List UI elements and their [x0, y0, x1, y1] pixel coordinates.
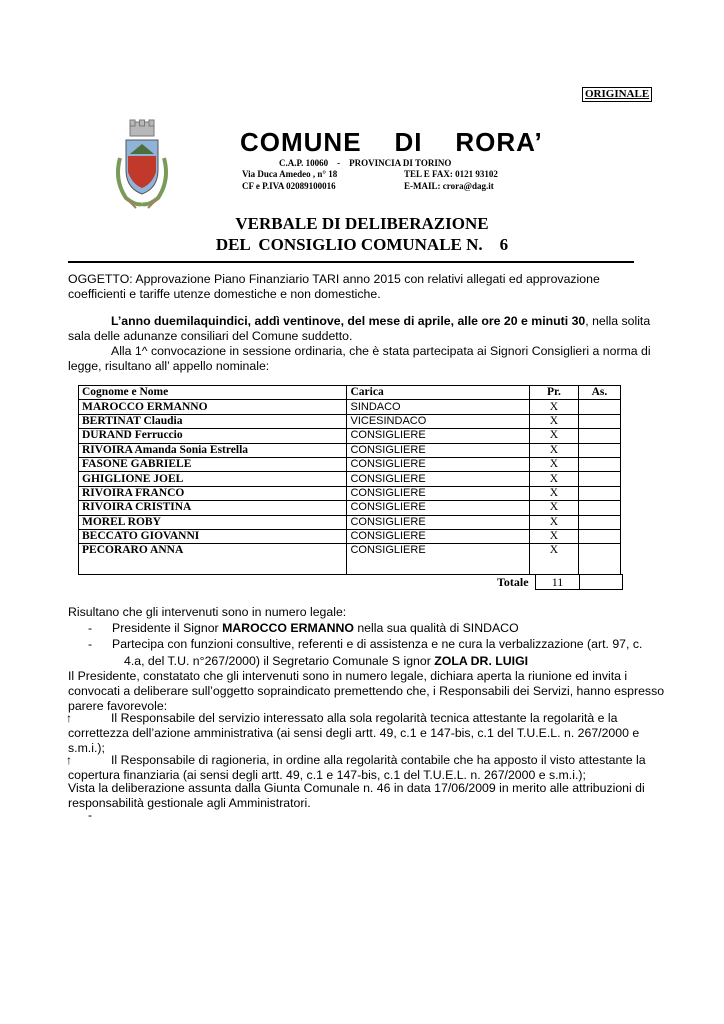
secretary-name: ZOLA DR. LUIGI	[434, 654, 529, 668]
present-mark: X	[530, 457, 579, 471]
member-role: CONSIGLIERE	[347, 429, 530, 443]
member-role: CONSIGLIERE	[347, 472, 530, 486]
document-heading-line1: VERBALE DI DELIBERAZIONE	[235, 214, 489, 233]
col-header-role: Carica	[347, 386, 530, 400]
document-heading-line2: DEL CONSIGLIO COMUNALE N. 6	[215, 235, 509, 254]
member-name: PECORARO ANNA	[79, 544, 347, 575]
member-role: CONSIGLIERE	[347, 515, 530, 529]
vista-paragraph: Vista la deliberazione assunta dalla Giunta Comunale n. 46 in data 17/06/2009 in merito alle attribuzioni di responsabilità gestionale agli Amministratori.	[68, 781, 645, 810]
member-name: FASONE GABRIELE	[79, 457, 347, 471]
address-block	[242, 168, 337, 192]
technical-opinion-paragraph: Il Responsabile del servizio interessato alla sola regolarità tecnica attestante la regolarità e la correttezza dell’azione amministrativa (ai sensi degli artt. 49, c.1 e 147-bis, c.1 del T.U.E.L. n. 267/2000 e s.m.i.);	[68, 711, 640, 755]
member-role: CONSIGLIERE	[347, 529, 530, 543]
president-suffix: nella sua qualità di SINDACO	[353, 621, 519, 635]
list-dash: -	[88, 637, 93, 651]
member-name: BERTINAT Claudia	[79, 414, 347, 428]
member-name: MAROCCO ERMANNO	[79, 400, 347, 414]
secretary-item-line1: Partecipa con funzioni consultive, referenti e di assistenza e ne cura la verbalizzazione (art. 97, c.	[112, 637, 643, 651]
table-row	[79, 400, 621, 414]
absent-mark	[578, 544, 620, 575]
street-address: Via Duca Amedeo , n° 18	[242, 169, 338, 179]
member-role: CONSIGLIERE	[347, 501, 530, 515]
present-mark: X	[530, 486, 579, 500]
present-mark: X	[530, 501, 579, 515]
accounting-opinion-paragraph: Il Responsabile di ragioneria, in ordine alla regolarità contabile che ha apposto il visto attestante la copertura finanziaria (ai sensi degli artt. 49, c.1 e 147-bis, c.1 del T.U.E.L. n. 267/2000 e s.m.i.);	[68, 753, 646, 782]
member-role: VICESINDACO	[347, 414, 530, 428]
heading-divider	[68, 261, 634, 263]
member-role: CONSIGLIERE	[347, 486, 530, 500]
present-mark: X	[530, 544, 579, 575]
up-arrow-icon: ↑	[66, 753, 72, 767]
coat-of-arms-icon	[112, 118, 172, 212]
president-item	[112, 621, 662, 636]
absent-mark	[578, 515, 620, 529]
originale-stamp: ORIGINALE	[582, 87, 652, 102]
contact-block	[404, 168, 498, 192]
session-date-rest: , nella solita sala delle adunanze consiliari del Comune suddetto.	[68, 314, 651, 343]
president-prefix: Presidente il Signor	[112, 621, 223, 635]
oggetto-paragraph: OGGETTO: Approvazione Piano Finanziario TARI anno 2015 con relativi allegati ed approvazione coefficienti e tariffe utenze domestiche e non domestiche.	[68, 272, 600, 301]
convocation-paragraph: Alla 1^ convocazione in sessione ordinaria, che è stata partecipata ai Signori Consiglieri a norma di legge, risultano all’ appello nominale:	[68, 344, 651, 373]
col-header-name: Cognome e Nome	[79, 386, 347, 400]
absent-mark	[578, 414, 620, 428]
table-row	[79, 501, 621, 515]
absent-mark	[578, 400, 620, 414]
list-dash: -	[88, 621, 93, 635]
present-mark: X	[530, 443, 579, 457]
up-arrow-icon: ↑	[66, 711, 72, 725]
member-role: SINDACO	[347, 400, 530, 414]
total-absent-box	[579, 574, 623, 590]
present-mark: X	[530, 414, 579, 428]
absent-mark	[578, 429, 620, 443]
present-mark: X	[530, 400, 579, 414]
secretary-item-line2	[112, 654, 659, 669]
member-name: RIVOIRA FRANCO	[79, 486, 347, 500]
session-date-paragraph	[68, 314, 658, 344]
present-mark: X	[530, 429, 579, 443]
member-name: BECCATO GIOVANNI	[79, 529, 347, 543]
present-mark: X	[530, 515, 579, 529]
table-header-row	[79, 386, 621, 400]
table-row	[79, 515, 621, 529]
table-row	[79, 414, 621, 428]
tel-fax: TEL E FAX: 0121 93102	[404, 169, 498, 179]
present-mark: X	[530, 472, 579, 486]
session-date-bold: L’anno duemilaquindici, addì ventinove, del mese di aprile, alle ore 20 e minuti 30	[111, 314, 586, 328]
list-dash: -	[88, 808, 93, 822]
president-name: MAROCCO ERMANNO	[222, 621, 354, 635]
table-row	[79, 429, 621, 443]
quorum-statement: Risultano che gli intervenuti sono in numero legale:	[68, 605, 347, 619]
absent-mark	[578, 457, 620, 471]
secretary-prefix: 4.a, del T.U. n°267/2000) il Segretario Comunale S ignor	[124, 654, 435, 668]
member-name: RIVOIRA CRISTINA	[79, 501, 347, 515]
table-row	[79, 529, 621, 543]
member-name: GHIGLIONE JOEL	[79, 472, 347, 486]
table-row	[79, 486, 621, 500]
absent-mark	[578, 529, 620, 543]
col-header-present: Pr.	[530, 386, 579, 400]
table-row	[79, 457, 621, 471]
total-label: Totale	[497, 575, 529, 589]
total-present-box: 11	[535, 574, 580, 590]
absent-mark	[578, 501, 620, 515]
roll-call-table	[78, 385, 621, 575]
president-paragraph: Il Presidente, constatato che gli intervenuti sono in numero legale, dichiara aperta la riunione ed invita i convocati a deliberare sull’oggetto sopraindicato premettendo che, i Responsabili dei Servizi, hanno espresso parere favorevole:	[68, 669, 665, 713]
member-role: CONSIGLIERE	[347, 443, 530, 457]
member-role: CONSIGLIERE	[347, 457, 530, 471]
absent-mark	[578, 486, 620, 500]
member-name: DURAND Ferruccio	[79, 429, 347, 443]
vat-number: CF e P.IVA 02089100016	[242, 181, 336, 191]
table-row	[79, 544, 621, 575]
member-name: MOREL ROBY	[79, 515, 347, 529]
email: E-MAIL: crora@dag.it	[404, 181, 494, 191]
cap-province-line: C.A.P. 10060 - PROVINCIA DI TORINO	[279, 158, 452, 168]
member-name: RIVOIRA Amanda Sonia Estrella	[79, 443, 347, 457]
absent-mark	[578, 443, 620, 457]
table-row	[79, 472, 621, 486]
table-row	[79, 443, 621, 457]
present-mark: X	[530, 529, 579, 543]
absent-mark	[578, 472, 620, 486]
member-role: CONSIGLIERE	[347, 544, 530, 575]
comune-title: COMUNE DI RORA’	[240, 127, 543, 157]
col-header-absent: As.	[578, 386, 620, 400]
